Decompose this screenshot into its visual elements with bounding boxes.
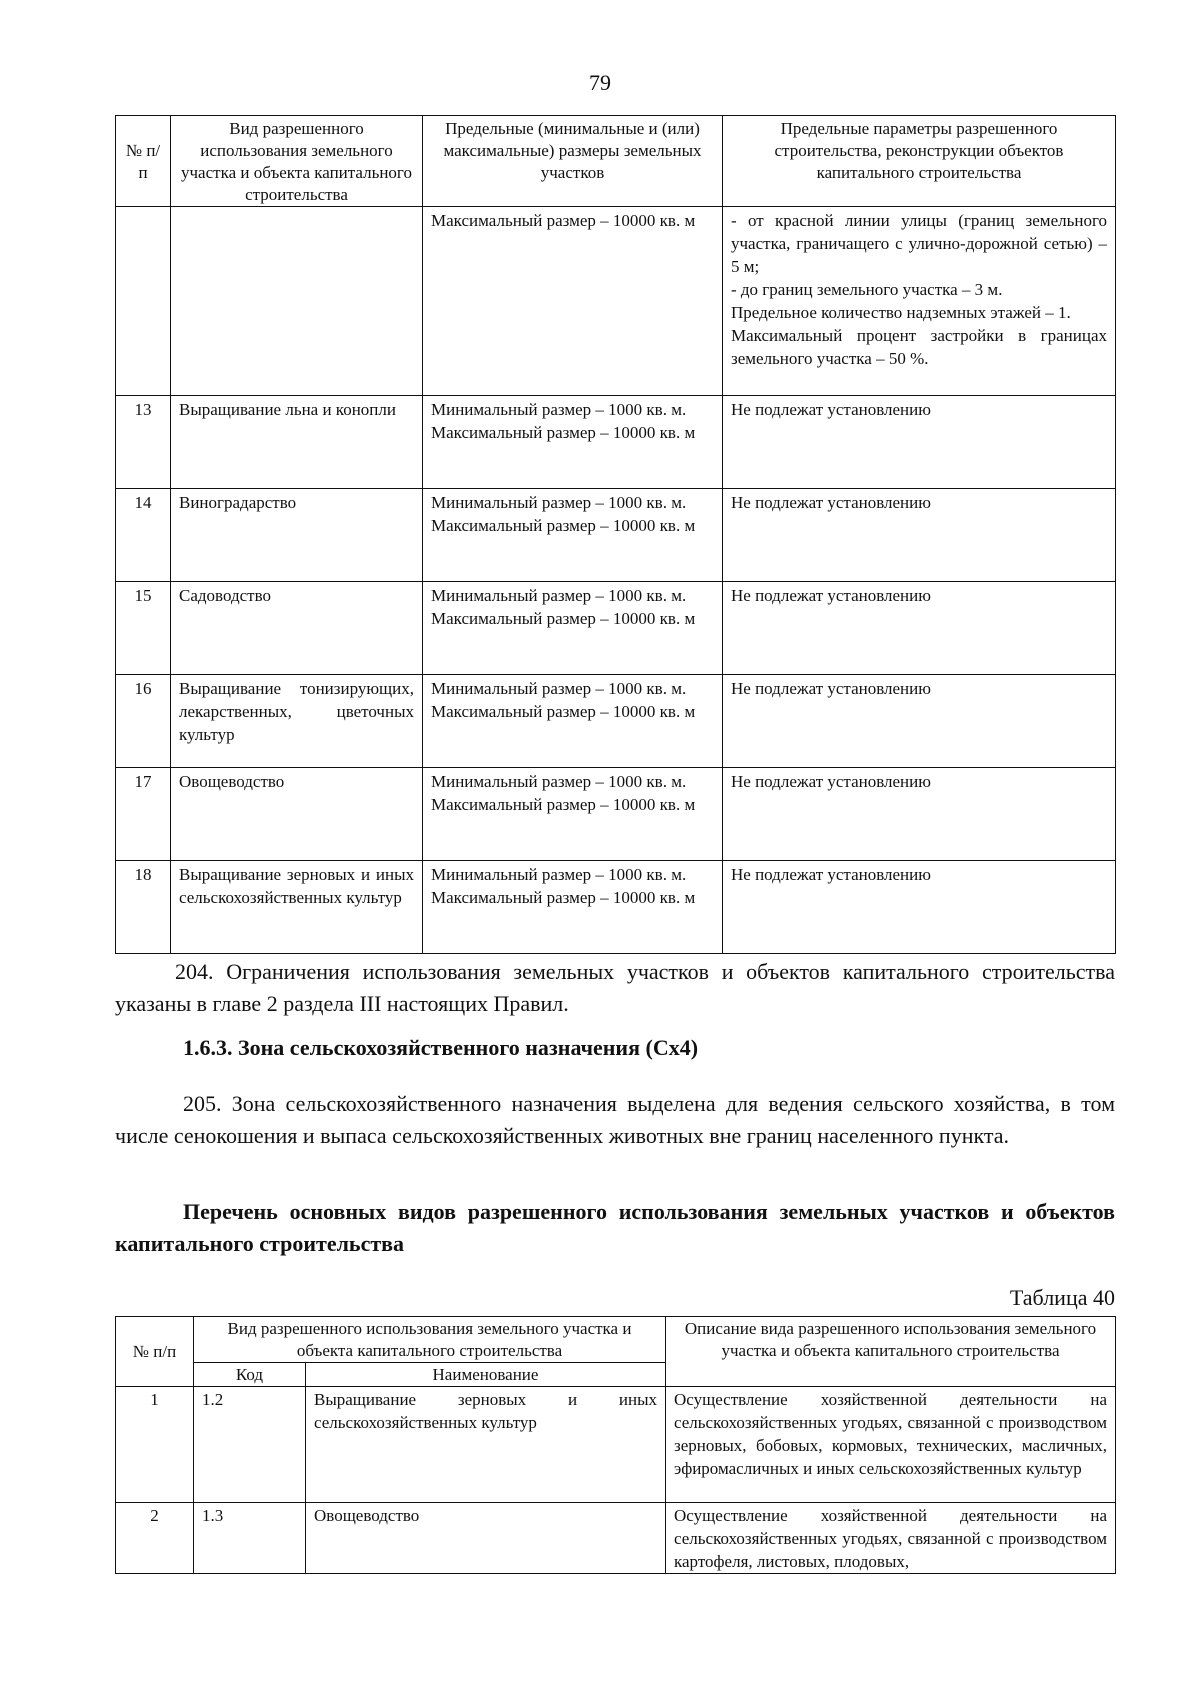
param-line: Максимальный процент застройки в границах земельного участка – 50 %.	[731, 326, 1107, 368]
table-row	[116, 489, 1116, 582]
cell-num: 1	[116, 1387, 194, 1503]
table-row	[116, 1503, 1116, 1574]
cell-name: Овощеводство	[306, 1503, 666, 1574]
table-caption: Таблица 40	[1009, 1285, 1115, 1310]
cell-name: Выращивание тонизирующих, лекарственных, цветочных культур	[171, 675, 423, 768]
list-heading: Перечень основных видов разрешенного использования земельных участков и объектов капитального строительства	[115, 1199, 1115, 1256]
cell-name: Виноградарство	[171, 489, 423, 582]
table-row	[116, 768, 1116, 861]
cell-name: Овощеводство	[171, 768, 423, 861]
paragraph-204: 204. Ограничения использования земельных участков и объектов капитального строительства указаны в главе 2 раздела III настоящих Правил.	[115, 959, 1115, 1016]
cell-name: Выращивание зерновых и иных сельскохозяйственных культур	[306, 1387, 666, 1503]
cell-size: Минимальный размер – 1000 кв. м. Максимальный размер – 10000 кв. м	[423, 675, 723, 768]
cell-name: Садоводство	[171, 582, 423, 675]
header-use-kind: Вид разрешенного использования земельного участка и объекта капитального строительства	[194, 1317, 666, 1363]
header-build-params: Предельные параметры разрешенного строительства, реконструкции объектов капитального строительства	[723, 116, 1116, 207]
section-heading: 1.6.3. Зона сельскохозяйственного назначения (Сх4)	[183, 1035, 699, 1060]
header-num: № п/п	[116, 1317, 194, 1387]
param-line: - до границ земельного участка – 3 м.	[731, 280, 1003, 299]
cell-num: 16	[116, 675, 171, 768]
page-number: 79	[589, 70, 611, 95]
cell-params: Не подлежат установлению	[723, 768, 1116, 861]
header-code: Код	[194, 1363, 306, 1387]
cell-name: Выращивание льна и конопли	[171, 396, 423, 489]
cell-size: Максимальный размер – 10000 кв. м	[423, 207, 723, 396]
header-name: Наименование	[306, 1363, 666, 1387]
table-row	[116, 1387, 1116, 1503]
table-row	[116, 396, 1116, 489]
cell-num: 17	[116, 768, 171, 861]
cell-size: Минимальный размер – 1000 кв. м. Максимальный размер – 10000 кв. м	[423, 768, 723, 861]
cell-params	[723, 207, 1116, 396]
table-row	[116, 861, 1116, 954]
cell-params: Не подлежат установлению	[723, 489, 1116, 582]
cell-num: 13	[116, 396, 171, 489]
cell-description: Осуществление хозяйственной деятельности на сельскохозяйственных угодьях, связанной с производством картофеля, листовых, плодовых,	[666, 1503, 1116, 1574]
cell-num: 2	[116, 1503, 194, 1574]
cell-size: Минимальный размер – 1000 кв. м. Максимальный размер – 10000 кв. м	[423, 861, 723, 954]
cell-params: Не подлежат установлению	[723, 582, 1116, 675]
cell-size: Минимальный размер – 1000 кв. м. Максимальный размер – 10000 кв. м	[423, 396, 723, 489]
cell-params: Не подлежат установлению	[723, 675, 1116, 768]
cell-description: Осуществление хозяйственной деятельности на сельскохозяйственных угодьях, связанной с производством зерновых, бобовых, кормовых, технических, масличных, эфиромасличных и иных сельскохозяйственных культур	[666, 1387, 1116, 1503]
cell-size: Минимальный размер – 1000 кв. м. Максимальный размер – 10000 кв. м	[423, 582, 723, 675]
cell-params: Не подлежат установлению	[723, 396, 1116, 489]
cell-num: 18	[116, 861, 171, 954]
zoning-parameters-table	[115, 115, 1116, 954]
header-description: Описание вида разрешенного использования земельного участка и объекта капитального строительства	[666, 1317, 1116, 1387]
cell-code: 1.3	[194, 1503, 306, 1574]
cell-num: 15	[116, 582, 171, 675]
param-line: Предельное количество надземных этажей – 1.	[731, 303, 1071, 322]
cell-size: Минимальный размер – 1000 кв. м. Максимальный размер – 10000 кв. м	[423, 489, 723, 582]
cell-params: Не подлежат установлению	[723, 861, 1116, 954]
cell-num: 14	[116, 489, 171, 582]
table-row	[116, 582, 1116, 675]
cell-name: Выращивание зерновых и иных сельскохозяйственных культур	[171, 861, 423, 954]
table-header-row	[116, 1317, 1116, 1363]
header-use-kind: Вид разрешенного использования земельного участка и объекта капитального строительства	[171, 116, 423, 207]
table-row-continuation	[116, 207, 1116, 396]
param-line: - от красной линии улицы (границ земельного участка, граничащего с улично-дорожной сетью) – 5 м;	[731, 211, 1107, 276]
cell-code: 1.2	[194, 1387, 306, 1503]
paragraph-205: 205. Зона сельскохозяйственного назначения выделена для ведения сельского хозяйства, в том числе сенокошения и выпаса сельскохозяйственных животных вне границ населенного пункта.	[115, 1091, 1115, 1148]
permitted-uses-table	[115, 1316, 1116, 1574]
header-plot-size: Предельные (минимальные и (или) максимальные) размеры земельных участков	[423, 116, 723, 207]
table-row	[116, 675, 1116, 768]
table-header-row	[116, 116, 1116, 207]
header-num: № п/п	[116, 116, 171, 207]
